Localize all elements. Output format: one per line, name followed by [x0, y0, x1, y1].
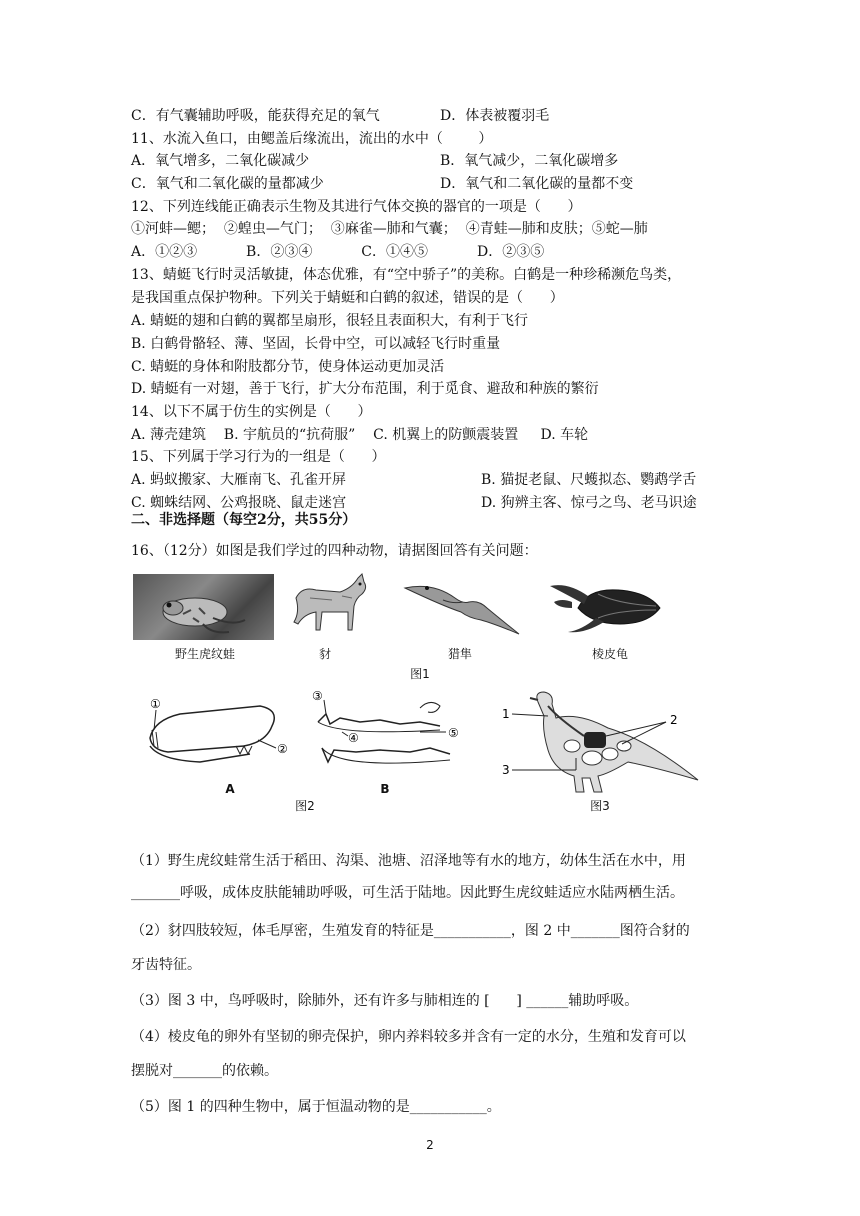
mc-line — [131, 311, 528, 331]
mc-line — [131, 402, 372, 422]
page-number: 2 — [426, 1138, 434, 1152]
mc-line — [131, 288, 564, 308]
skull-b-num-5: ⑤ — [448, 726, 459, 740]
fig1-caption: 图1 — [410, 667, 430, 681]
mc-line-text: 是我国重点保护物种。下列关于蜻蜓和白鹤的叙述，错误的是（ ） — [131, 290, 564, 306]
mc-line — [131, 470, 697, 490]
mc-line-text: 12、下列连线能正确表示生物及其进行气体交换的器官的一项是（ ） — [131, 199, 582, 215]
mc-line-option-right: D．氧气和二氧化碳的量都不变 — [440, 176, 634, 192]
falcon-drawing — [403, 578, 523, 640]
fig1-label-falcon: 猎隼 — [447, 647, 472, 661]
mc-line-text: 15、下列属于学习行为的一组是（ ） — [131, 449, 386, 465]
section-heading: 二、非选择题（每空2分，共55分） — [131, 512, 357, 528]
mc-line-option-right: B. 猫捉老鼠、尺蠖拟态、鹦鹉学舌 — [481, 472, 697, 488]
mc-line-option-right: B．氧气减少，二氧化碳增多 — [440, 153, 619, 169]
mc-line-text: B. 白鹤骨骼轻、薄、坚固，长骨中空，可以减轻飞行时重量 — [131, 336, 501, 352]
mc-line-text: A. 蜻蜓的翅和白鹤的翼都呈扇形，很轻且表面积大，有利于飞行 — [131, 313, 529, 329]
mc-line — [131, 151, 619, 171]
mc-line-text: 11、水流入鱼口，由鳃盖后缘流出，流出的水中（ ） — [131, 131, 493, 147]
mc-line-text: A. 蚂蚁搬家、大雁南飞、孔雀开屏 — [131, 472, 347, 488]
dhole-drawing — [282, 568, 370, 642]
mc-line-text: C. 蜘蛛结网、公鸡报晓、鼠走迷宫 — [131, 495, 347, 511]
mc-line-text: A．氧气增多，二氧化碳减少 — [131, 153, 310, 169]
subq-3-line1: （3）图 3 中，鸟呼吸时，除肺外，还有许多与肺相连的 [ ] ______辅助呼吸。 — [131, 993, 639, 1009]
mc-line-text: D. 蜻蜓有一对翅，善于飞行，扩大分布范围，利于觅食、避敌和种族的繁衍 — [131, 381, 599, 397]
mc-line — [131, 106, 550, 126]
mc-line-option-right: D. 狗辨主客、惊弓之鸟、老马识途 — [481, 495, 697, 511]
subq-1-line2: _______呼吸，成体皮肤能辅助呼吸，可生活于陆地。因此野生虎纹蛙适应水陆两栖生活。 — [131, 885, 684, 901]
mc-line — [131, 334, 500, 354]
skull-a-label: A — [225, 782, 235, 796]
subq-1-line1: （1）野生虎纹蛙常生活于稻田、沟渠、池塘、沼泽地等有水的地方，幼体生活在水中，用 — [131, 853, 686, 869]
skull-b-num-4: ④ — [348, 731, 359, 745]
mc-line-option-right: D．体表被覆羽毛 — [440, 108, 550, 124]
fig2-caption: 图2 — [295, 799, 315, 813]
bird-num-2: 2 — [670, 713, 678, 727]
mc-line-text: 13、蜻蜓飞行时灵活敏捷，体态优雅，有“空中骄子”的美称。白鹤是一种珍稀濒危鸟类， — [131, 267, 682, 283]
subq-2-line1: （2）豺四肢较短，体毛厚密，生殖发育的特征是___________，图 2 中_______图符合豺的 — [131, 923, 690, 939]
mc-line-text: ①河蚌—鳃； ②蝗虫—气门； ③麻雀—肺和气囊； ④青蛙—肺和皮肤；⑤蛇—肺 — [131, 221, 648, 237]
subq-4-line2: 摆脱对_______的依赖。 — [131, 1063, 278, 1079]
mc-line-text: 14、以下不属于仿生的实例是（ ） — [131, 404, 372, 420]
fig1-label-frog: 野生虎纹蛙 — [174, 647, 235, 661]
skull-a-drawing — [140, 690, 300, 780]
question-16-stem: 16、（12分）如图是我们学过的四种动物，请据图回答有关问题： — [131, 543, 538, 559]
mc-line — [131, 129, 492, 149]
mc-line — [131, 357, 444, 377]
mc-line-text: A．①②③ B．②③④ C．①④⑤ D．②③⑤ — [131, 244, 545, 260]
bird-respiratory-drawing — [498, 688, 704, 798]
mc-line — [131, 447, 386, 467]
skull-b-label: B — [380, 782, 390, 796]
mc-line-text: C．氧气和二氧化碳的量都减少 — [131, 176, 324, 192]
bird-num-3: 3 — [502, 763, 510, 777]
mc-line-text: C．有气囊辅助呼吸，能获得充足的氧气 — [131, 108, 380, 124]
mc-line — [131, 265, 681, 285]
mc-line — [131, 425, 588, 445]
skull-a-num-2: ② — [277, 742, 288, 756]
skull-b-num-3: ③ — [312, 689, 323, 703]
leatherback-turtle-drawing — [548, 578, 668, 638]
mc-line — [131, 197, 582, 217]
skull-b-drawing — [300, 688, 470, 783]
fig1-label-dhole: 豺 — [318, 647, 331, 661]
frog-photo — [133, 574, 274, 640]
bird-num-1: 1 — [502, 707, 510, 721]
mc-line — [131, 379, 599, 399]
fig1-label-turtle: 棱皮龟 — [591, 647, 628, 661]
mc-line-text: C. 蜻蜓的身体和附肢都分节，使身体运动更加灵活 — [131, 359, 445, 375]
mc-line — [131, 219, 648, 239]
skull-a-num-1: ① — [150, 697, 161, 711]
mc-line-text: A. 薄壳建筑 B. 宇航员的“抗荷服” C. 机翼上的防颤震装置 D. 车轮 — [131, 427, 589, 443]
mc-line — [131, 242, 544, 262]
fig3-caption: 图3 — [590, 799, 610, 813]
subq-5-line1: （5）图 1 的四种生物中，属于恒温动物的是___________。 — [131, 1099, 501, 1115]
subq-4-line1: （4）棱皮龟的卵外有坚韧的卵壳保护，卵内养料较多并含有一定的水分，生殖和发育可以 — [131, 1029, 686, 1045]
mc-line — [131, 174, 634, 194]
subq-2-line2: 牙齿特征。 — [131, 957, 201, 973]
